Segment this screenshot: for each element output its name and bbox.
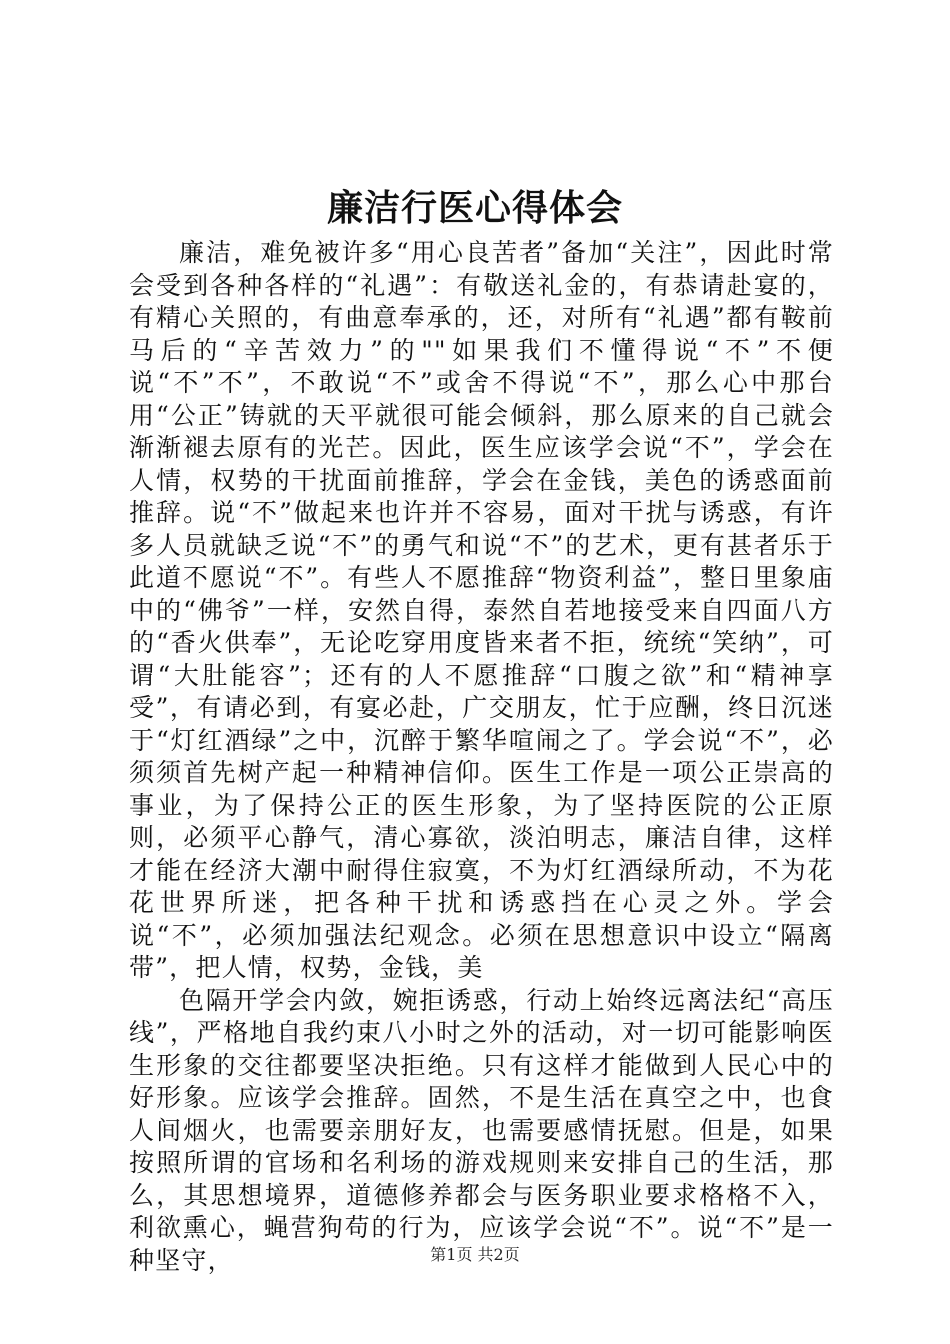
document-title: 廉洁行医心得体会	[326, 187, 623, 229]
document-body	[129, 237, 834, 1277]
paragraph-1: 廉洁，难免被许多“用心良苦者”备加“关注”，因此时常会受到各种各样的“礼遇”：有敬送礼金的，有恭请赴宴的，有精心关照的，有曲意奉承的，还，对所有“礼遇”都有鞍前马后的“辛苦效力”的""如果我们不懂得说“不”不便说“不”不”，不敢说“不”或舍不得说“不”，那么心中那台用“公正”铸就的天平就很可能会倾斜，那么原来的自己就会渐渐褪去原有的光芒。因此，医生应该学会说“不”，学会在人情，权势的干扰面前推辞，学会在金钱，美色的诱惑面前推辞。说“不”做起来也许并不容易，面对干扰与诱惑，有许多人员就缺乏说“不”的勇气和说“不”的艺术，更有甚者乐于此道不愿说“不”。有些人不愿推辞“物资利益”，整日里象庙中的“佛爷”一样，安然自得，泰然自若地接受来自四面八方的“香火供奉”，无论吃穿用度皆来者不拒，统统“笑纳”，可谓“大肚能容”；还有的人不愿推辞“口腹之欲”和“精神享受”，有请必到，有宴必赴，广交朋友，忙于应酬，终日沉迷于“灯红酒绿”之中，沉醉于繁华喧闹之了。学会说“不”，必须须首先树产起一种精神信仰。医生工作是一项公正崇高的事业，为了保持公正的医生形象，为了坚持医院的公正原则，必须平心静气，清心寡欲，淡泊明志，廉洁自律，这样才能在经济大潮中耐得住寂寞，不为灯红酒绿所动，不为花花世界所迷，把各种干扰和诱惑挡在心灵之外。学会说“不”，必须加强法纪观念。必须在思想意识中设立“隔离带”，把人情，权势，金钱，美	[129, 238, 834, 982]
paragraph-2: 色隔开学会内敛，婉拒诱惑，行动上始终远离法纪“高压线”，严格地自我约束八小时之外的活动，对一切可能影响医生形象的交往都要坚决拒绝。只有这样才能做到人民心中的好形象。应该学会推辞。固然，不是生活在真空之中，也食人间烟火，也需要亲朋好友，也需要感情抚慰。但是，如果按照所谓的官场和名利场的游戏规则来安排自己的生活，那么，其思想境界，道德修养都会与医务职业要求格格不入，利欲熏心，蝇营狗苟的行为，应该学会说“不”。说“不”是一种坚守，	[129, 985, 834, 1275]
page-footer: 第1页 共2页	[430, 1245, 520, 1264]
